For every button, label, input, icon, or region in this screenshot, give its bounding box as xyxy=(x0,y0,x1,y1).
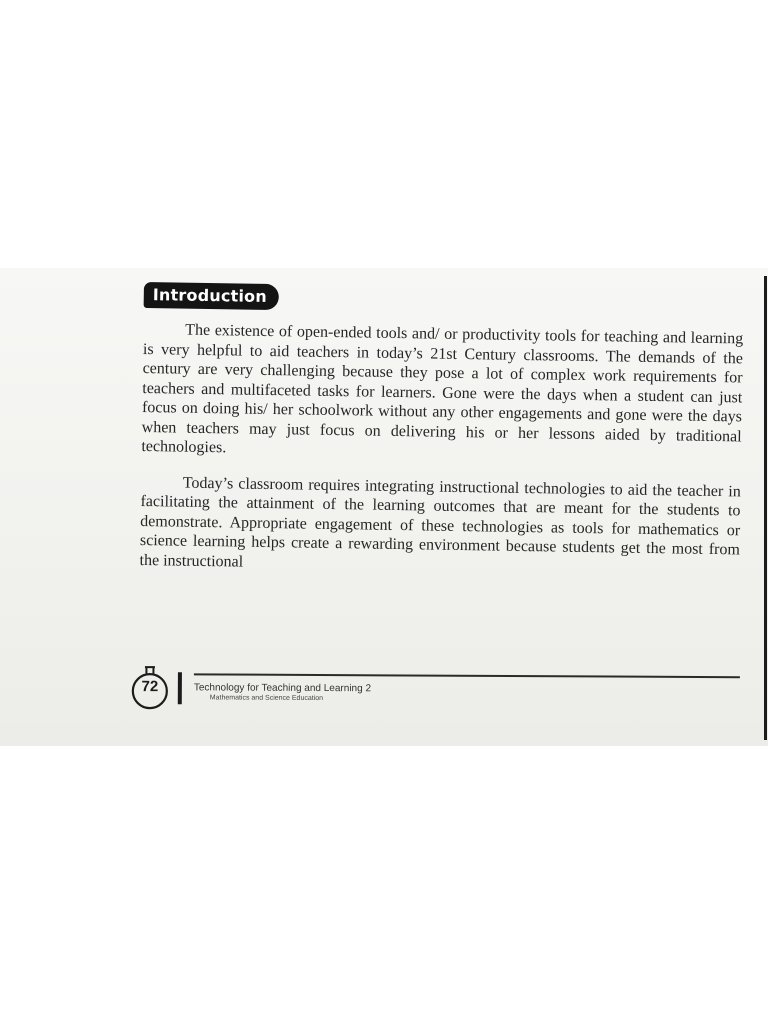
book-subtitle: Mathematics and Science Education xyxy=(209,694,324,703)
paragraph-2: Today’s classroom requires integrating instructional technologies to aid the teacher in facilitating the attainment of the learning outcomes that are meant for the students to demonstrate. Appropriate engagement of these technologies as tools for mathematics or science learning helps create a rewarding environment because students get the most from the instructional xyxy=(139,474,741,571)
page-edge-shadow xyxy=(764,276,767,740)
paragraph-1: The existence of open-ended tools and/ or productivity tools for teaching and learning is very helpful to aid teachers in today’s 21st Century classrooms. The demands of the century are very challenging because they pose a lot of complex work requirements for teachers and multifaceted tasks for learners. Gone were the days when a student can just focus on doing his/ her schoolwork without any other engagements and gone were the days when teachers may just focus on delivering his or her lessons aided by traditional technologies. xyxy=(141,321,744,457)
book-title: Technology for Teaching and Learning 2 xyxy=(193,682,372,695)
footer-divider-bar xyxy=(178,672,182,704)
footer-rule xyxy=(194,673,740,677)
page-content xyxy=(139,282,743,579)
page-footer xyxy=(128,660,748,713)
page-number-badge xyxy=(128,664,172,710)
section-heading: Introduction xyxy=(144,282,280,310)
page-number: 72 xyxy=(141,678,159,696)
